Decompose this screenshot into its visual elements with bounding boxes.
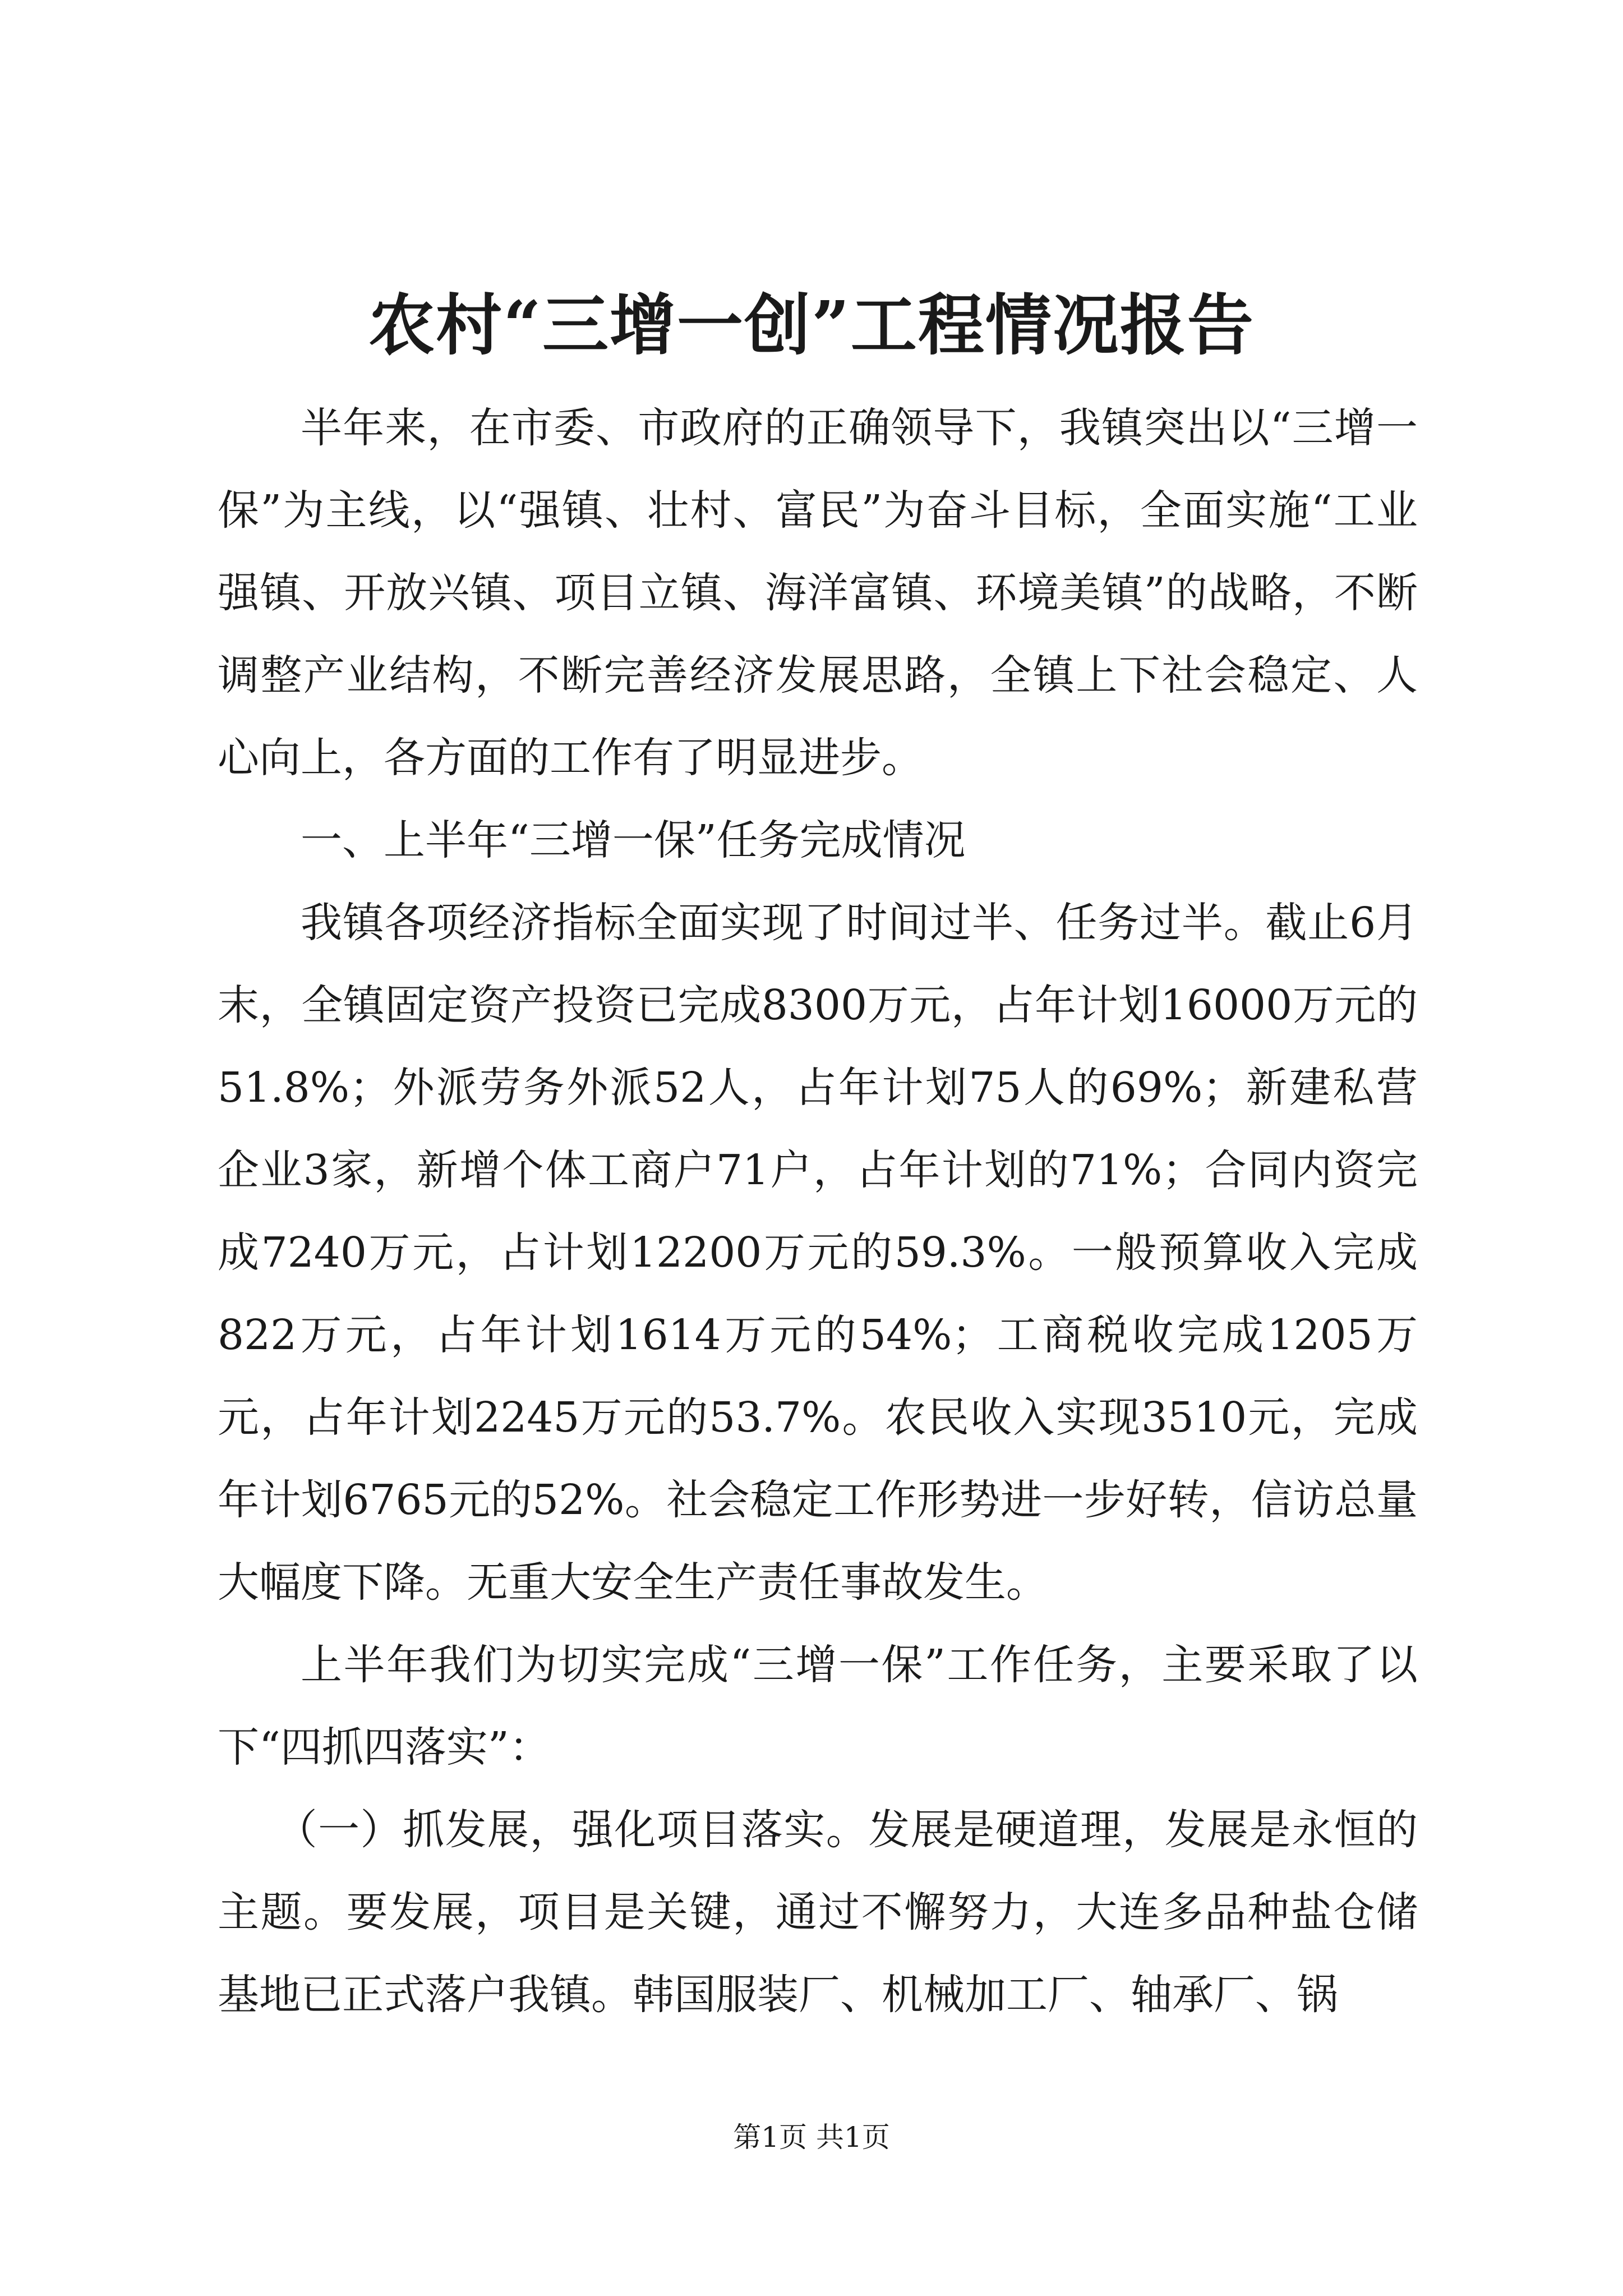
document-body <box>218 387 1418 2036</box>
paragraph-intro: 半年来，在市委、市政府的正确领导下，我镇突出以“三增一保”为主线，以“强镇、壮村、富民”为奋斗目标，全面实施“工业强镇、开放兴镇、项目立镇、海洋富镇、环境美镇”的战略，不断调整产业结构，不断完善经济发展思路，全镇上下社会稳定、人心向上，各方面的工作有了明显进步。 <box>218 404 1418 782</box>
page-footer: 第1页 共1页 <box>733 2121 890 2154</box>
paragraph-indicators: 我镇各项经济指标全面实现了时间过半、任务过半。截止6月末，全镇固定资产投资已完成8300万元，占年计划16000万元的51.8%；外派劳务外派52人，占年计划75人的69%；新建私营企业3家，新增个体工商户71户，占年计划的71%；合同内资完成7240万元，占计划12200万元的59.3%。一般预算收入完成822万元，占年计划1614万元的54%；工商税收完成1205万元，占年计划2245万元的53.7%。农民收入实现3510元，完成年计划6765元的52%。社会稳定工作形势进一步好转，信访总量大幅度下降。无重大安全生产责任事故发生。 <box>218 899 1418 1607</box>
section-heading-1: 一、上半年“三增一保”任务完成情况 <box>301 816 966 864</box>
page-title: 农村“三增一创”工程情况报告 <box>368 286 1255 364</box>
paragraph-measure-1: （一）抓发展，强化项目落实。发展是硬道理，发展是永恒的主题。要发展，项目是关键，通过不懈努力，大连多品种盐仓储基地已正式落户我镇。韩国服装厂、机械加工厂、轴承厂、锅 <box>218 1806 1418 2019</box>
paragraph-measures: 上半年我们为切实完成“三增一保”工作任务，主要采取了以下“四抓四落实”： <box>218 1641 1418 1772</box>
